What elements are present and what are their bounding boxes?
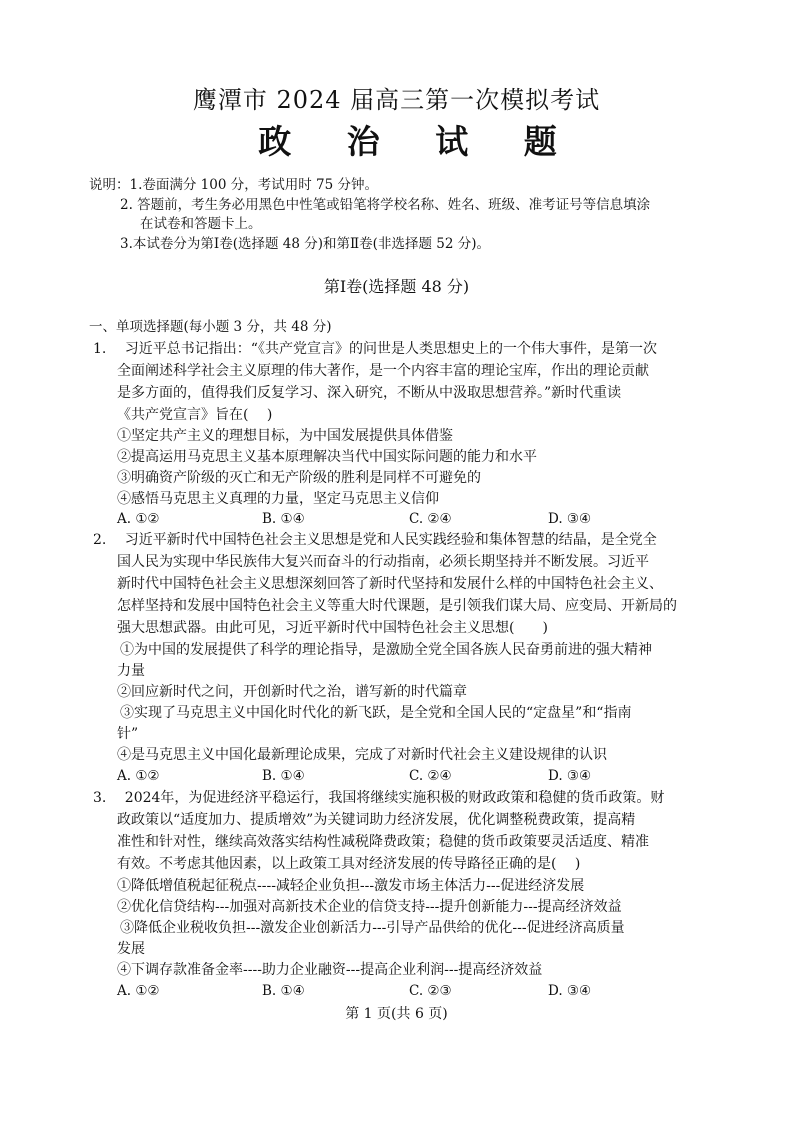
question-2-item-3: ③实现了马克思主义中国化时代化的新飞跃，是全党和全国人民的“定盘星”和“指南 xyxy=(120,705,632,721)
option-d[interactable]: D. ③④ xyxy=(548,983,592,999)
instruction-line-2: 2. 答题前，考生务必用黑色中性笔或铅笔将学校名称、姓名、班级、准考证号等信息填涂 xyxy=(120,197,651,213)
question-3-item-1: ①降低增值税起征税点----减轻企业负担---激发市场主体活力---促进经济发展 xyxy=(117,878,585,894)
question-3-line-1: 3. 2024年，为促进经济平稳运行，我国将继续实施积极的财政政策和稳健的货币政策。财 xyxy=(93,790,665,806)
question-3-line-2: 政政策以“适度加力、提质增效”为关键词助力经济发展，优化调整税费政策，提高精 xyxy=(117,812,636,828)
question-1-line-3: 是多方面的，值得我们反复学习、深入研究，不断从中汲取思想营养。”新时代重读 xyxy=(117,385,622,401)
question-2-line-4: 怎样坚持和发展中国特色社会主义等重大时代课题，是引领我们谋大局、应变局、开新局的 xyxy=(117,598,677,614)
instruction-line-1: 说明：1.卷面满分 100 分，考试用时 75 分钟。 xyxy=(89,177,378,193)
question-1-item-1: ①坚定共产主义的理想目标，为中国发展提供具体借鉴 xyxy=(117,428,453,444)
question-2-item-3-cont: 针” xyxy=(117,726,139,742)
question-2-item-1-cont: 力量 xyxy=(117,663,145,679)
question-1-line-4: 《共产党宣言》旨在( ) xyxy=(117,407,273,423)
exam-title: 鹰潭市 2024 届高三第一次模拟考试 xyxy=(192,86,601,114)
option-a[interactable]: A. ①② xyxy=(117,983,160,999)
question-2-line-2: 国人民为实现中华民族伟大复兴而奋斗的行动指南，必须长期坚持并不断发展。习近平 xyxy=(117,554,649,570)
section-title: 第Ⅰ卷(选择题 48 分) xyxy=(323,277,470,296)
question-1-line-2: 全面阐述科学社会主义原理的伟大著作，是一个内容丰富的理论宝库，作出的理论贡献 xyxy=(117,363,649,379)
option-d[interactable]: D. ③④ xyxy=(548,511,592,527)
subject-title: 政 治 试 题 xyxy=(258,122,579,161)
question-3-line-3: 准性和针对性，继续高效落实结构性减税降费政策；稳健的货币政策要灵活适度、精准 xyxy=(117,834,649,850)
question-3-item-3: ③降低企业税收负担---激发企业创新活力---引导产品供给的优化---促进经济高质量 xyxy=(120,920,625,936)
option-b[interactable]: B. ①④ xyxy=(262,768,305,784)
question-3-item-3-cont: 发展 xyxy=(117,941,145,957)
question-1-item-2: ②提高运用马克思主义基本原理解决当代中国实际问题的能力和水平 xyxy=(117,449,537,465)
option-c[interactable]: C. ②④ xyxy=(409,511,452,527)
option-a[interactable]: A. ①② xyxy=(117,768,160,784)
option-a[interactable]: A. ①② xyxy=(117,511,160,527)
question-2-item-4: ④是马克思主义中国化最新理论成果，完成了对新时代社会主义建设规律的认识 xyxy=(117,747,607,763)
instruction-line-4: 3.本试卷分为第Ⅰ卷(选择题 48 分)和第Ⅱ卷(非选择题 52 分)。 xyxy=(120,236,490,252)
question-1-line-1: 1. 习近平总书记指出：“《共产党宣言》的问世是人类思想史上的一个伟大事件，是第一次 xyxy=(93,341,657,357)
option-b[interactable]: B. ①④ xyxy=(262,511,305,527)
option-c[interactable]: C. ②③ xyxy=(409,983,452,999)
instruction-line-3: 在试卷和答题卡上。 xyxy=(140,216,262,232)
option-c[interactable]: C. ②④ xyxy=(409,768,452,784)
question-3-line-4: 有效。不考虑其他因素，以上政策工具对经济发展的传导路径正确的是( ) xyxy=(117,856,581,872)
question-2-line-5: 强大思想武器。由此可见，习近平新时代中国特色社会主义思想( ) xyxy=(117,620,548,636)
question-1-item-3: ③明确资产阶级的灭亡和无产阶级的胜利是同样不可避免的 xyxy=(117,470,481,486)
question-2-line-1: 2. 习近平新时代中国特色社会主义思想是党和人民实践经验和集体智慧的结晶，是全党全 xyxy=(93,532,657,548)
question-3-item-2: ②优化信贷结构---加强对高新技术企业的信贷支持---提升创新能力---提高经济效益 xyxy=(117,899,622,915)
question-1-item-4: ④感悟马克思主义真理的力量，坚定马克思主义信仰 xyxy=(117,491,439,507)
option-b[interactable]: B. ①④ xyxy=(262,983,305,999)
page-number: 第 1 页(共 6 页) xyxy=(345,1006,448,1022)
part-heading: 一、单项选择题(每小题 3 分，共 48 分) xyxy=(89,319,332,335)
question-2-item-1: ①为中国的发展提供了科学的理论指导，是激励全党全国各族人民奋勇前进的强大精神 xyxy=(120,642,652,658)
question-2-line-3: 新时代中国特色社会主义思想深刻回答了新时代坚持和发展什么样的中国特色社会主义、 xyxy=(117,576,663,592)
question-3-item-4: ④下调存款准备金率----助力企业融资---提高企业利润---提高经济效益 xyxy=(117,962,543,978)
option-d[interactable]: D. ③④ xyxy=(548,768,592,784)
question-2-item-2: ②回应新时代之问，开创新时代之治，谱写新的时代篇章 xyxy=(117,684,467,700)
